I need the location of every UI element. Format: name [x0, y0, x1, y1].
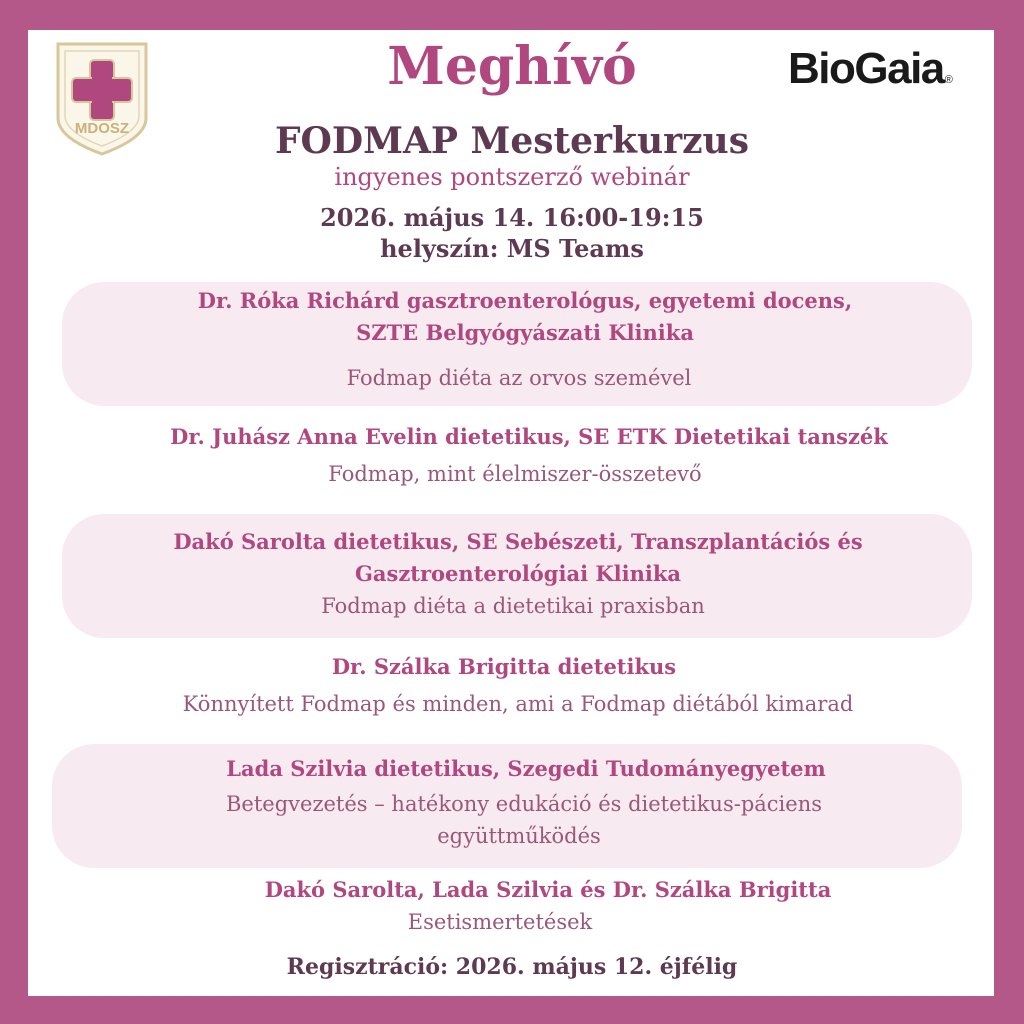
talk-title: Fodmap, mint élelmiszer-összetevő [328, 462, 702, 486]
mdosz-logo-text: MDOSZ [74, 120, 130, 137]
talk-title: Fodmap diéta az orvos szemével [346, 366, 692, 390]
talk-speaker: Dr. Szálka Brigitta dietetikus [331, 654, 677, 679]
course-subtitle: ingyenes pontszerző webinár [334, 163, 690, 191]
talk-title: Fodmap diéta a dietetikai praxisban [321, 594, 705, 618]
talk-speaker: Dakó Sarolta dietetikus, SE Sebészeti, Transzplantációs és [173, 529, 863, 554]
talk-speaker: Gasztroenterológiai Klinika [355, 561, 681, 586]
talk-title: Könnyített Fodmap és minden, ami a Fodmap diétából kimarad [182, 692, 854, 716]
talk-title: együttműködés [437, 824, 601, 848]
talk-speaker: Dakó Sarolta, Lada Szilvia és Dr. Szálka Brigitta [264, 877, 832, 902]
talk-speaker: Lada Szilvia dietetikus, Szegedi Tudományegyetem [226, 756, 826, 781]
event-date: 2026. május 14. 16:00-19:15 [320, 203, 704, 232]
invite-title: Meghívó [387, 36, 637, 97]
course-title: FODMAP Mesterkurzus [274, 120, 749, 162]
registration-deadline: Regisztráció: 2026. május 12. éjfélig [286, 954, 738, 980]
talk-speaker: Dr. Róka Richárd gasztroenterológus, egyetemi docens, [197, 288, 853, 313]
talk-title: Betegvezetés – hatékony edukáció és dietetikus-páciens [225, 792, 822, 816]
talk-title: Esetismertetések [407, 910, 593, 934]
registered-mark: ® [944, 74, 953, 86]
talk-speaker: Dr. Juhász Anna Evelin dietetikus, SE ETK Dietetikai tanszék [170, 424, 888, 449]
talk-speaker: SZTE Belgyógyászati Klinika [356, 320, 694, 345]
biogaia-logo-text: BioGaia [788, 44, 944, 93]
event-location: helyszín: MS Teams [380, 234, 644, 263]
